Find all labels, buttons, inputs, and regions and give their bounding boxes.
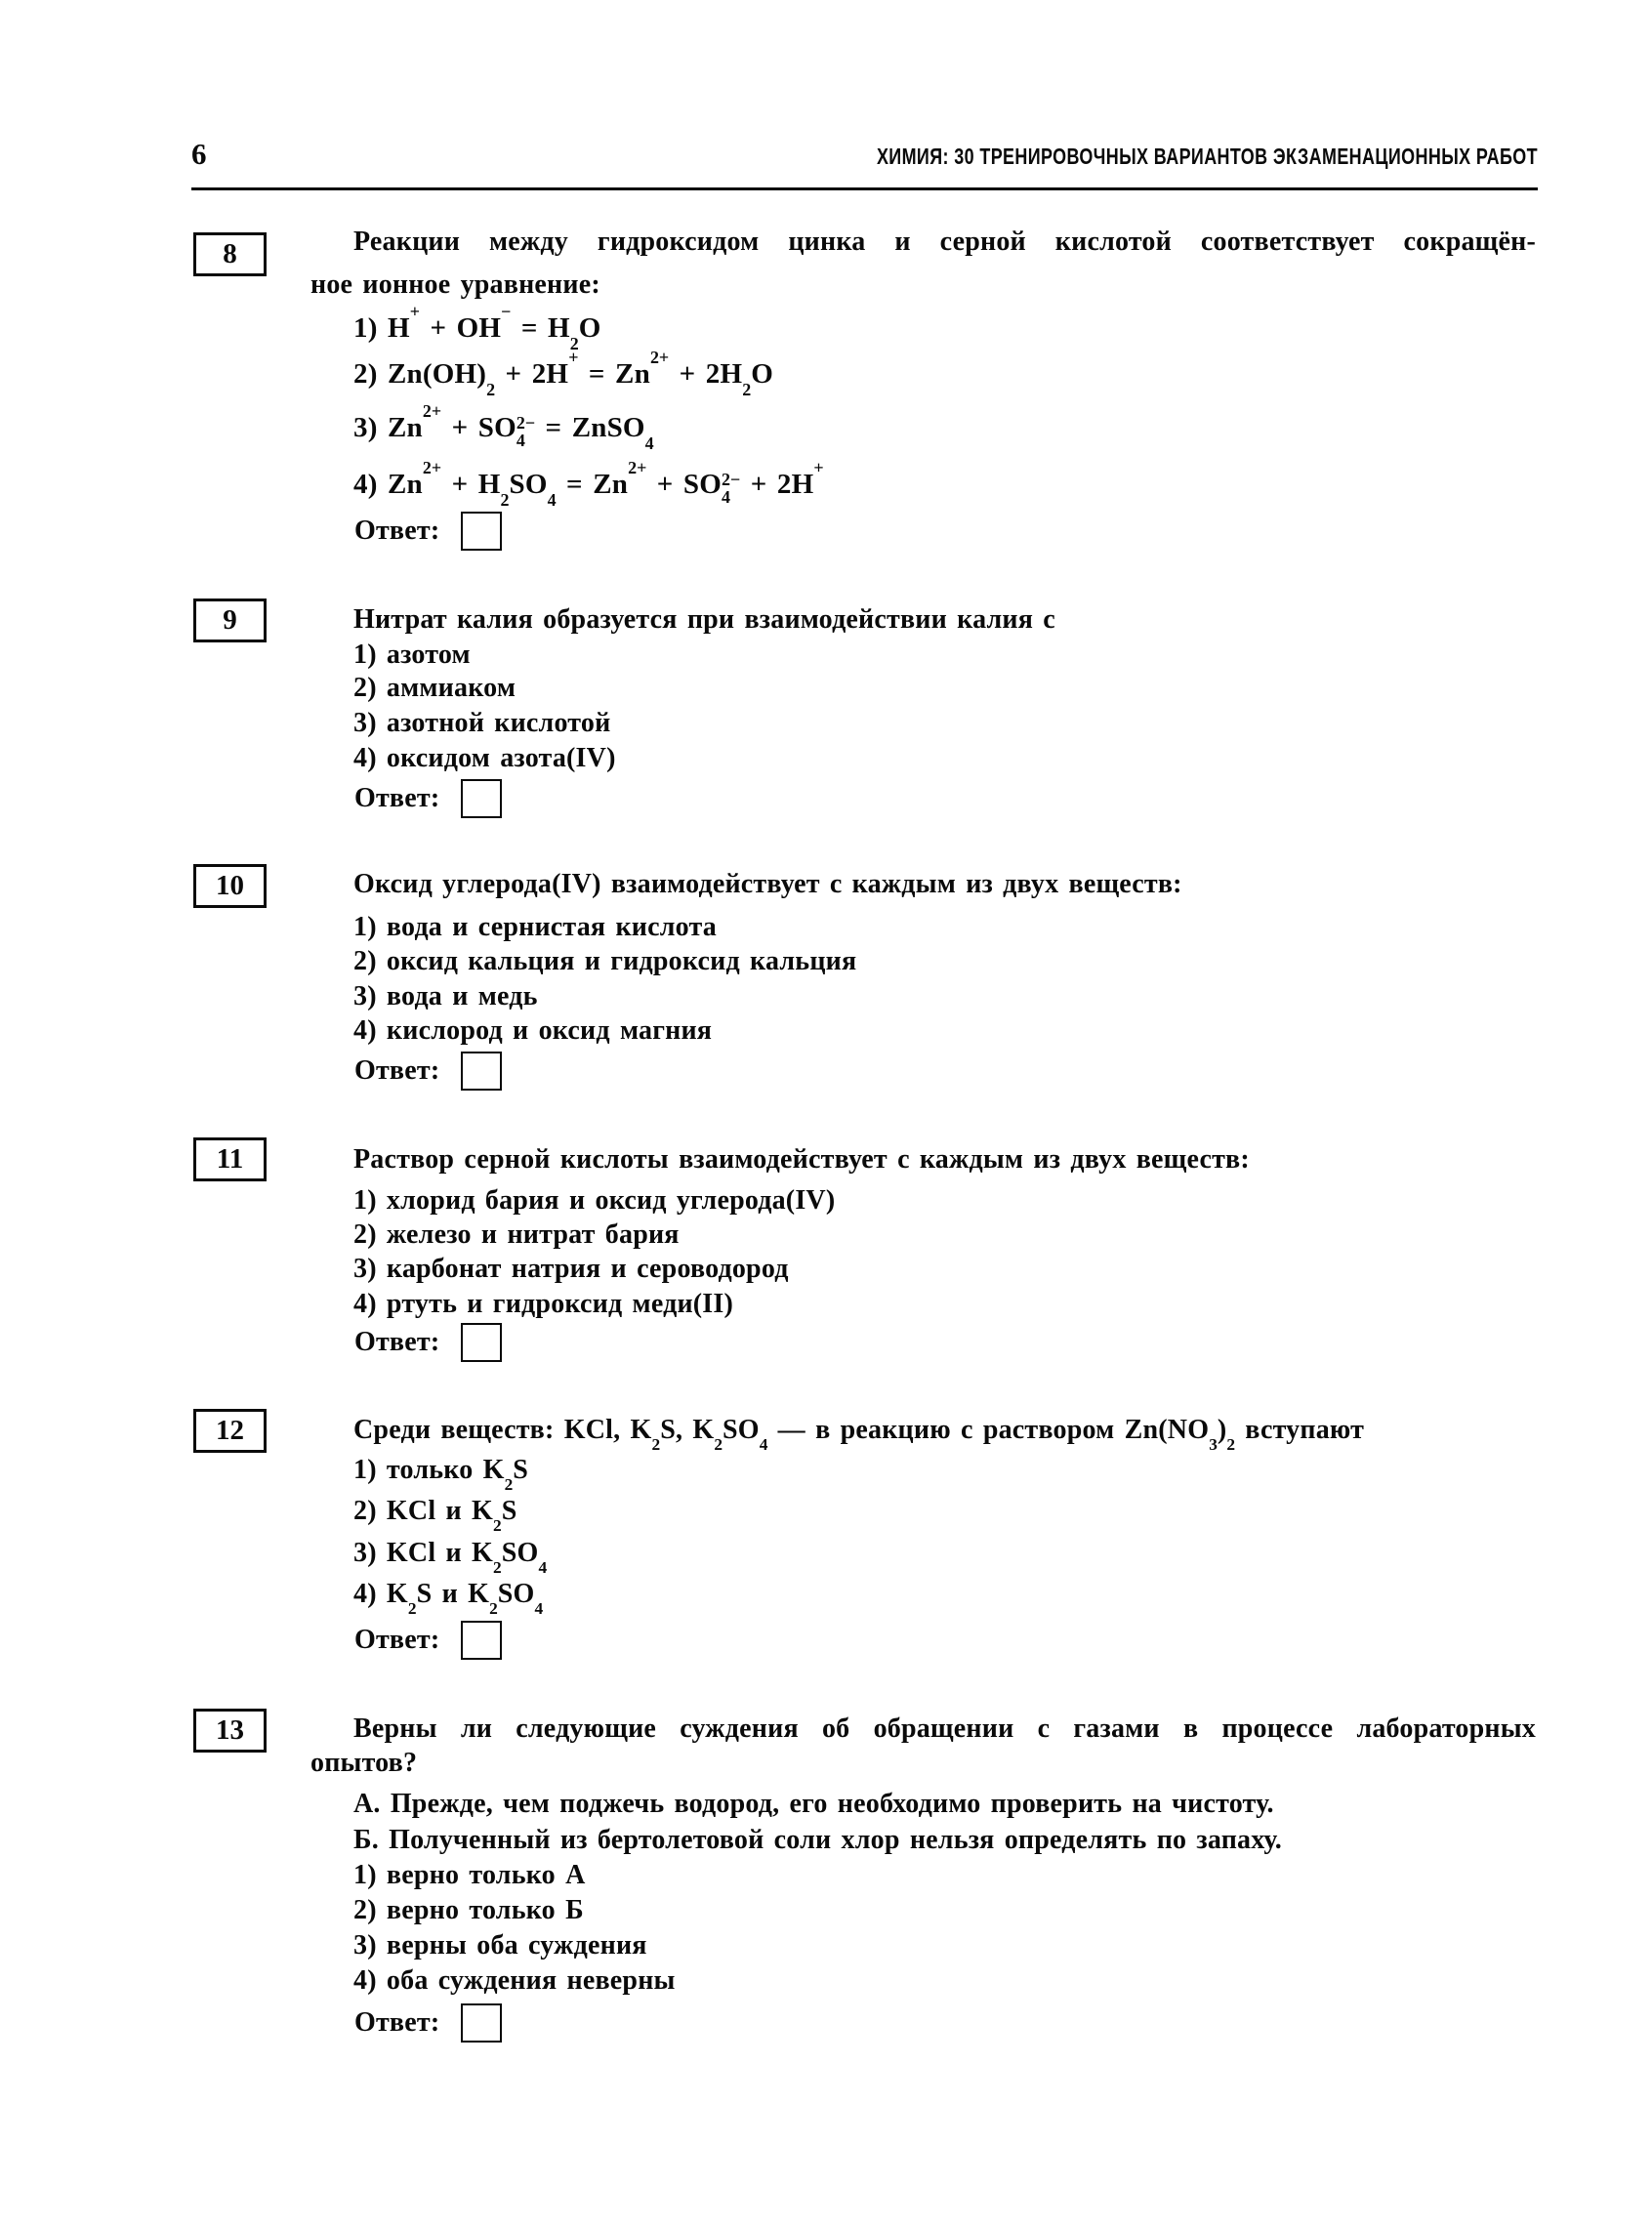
answer-row — [354, 1619, 502, 1662]
option: 1) вода и сернистая кислота — [353, 912, 717, 942]
question-number-box — [193, 1409, 267, 1453]
answer-row — [354, 2002, 502, 2044]
page-number: 6 — [191, 137, 207, 171]
question-number: 10 — [216, 870, 244, 901]
answer-row — [354, 777, 502, 820]
option: 3) вода и медь — [353, 981, 538, 1011]
answer-label: Ответ: — [354, 516, 440, 546]
option: 1) только $K_2S$ — [353, 1455, 529, 1495]
answer-label: Ответ: — [354, 1327, 440, 1357]
answer-box — [461, 2003, 502, 2043]
question-number: 8 — [223, 238, 237, 269]
question-title-line: ное ионное уравнение: — [310, 269, 600, 300]
answer-label: Ответ: — [354, 1055, 440, 1086]
question-title-line: Раствор серной кислоты взаимодействует с каждым из двух веществ: — [353, 1144, 1250, 1175]
option: 4) оксидом азота(IV) — [353, 743, 616, 773]
answer-box — [461, 1323, 502, 1362]
question-title-line: Верны ли следующие суждения об обращении с газами в процессе лабораторных — [353, 1713, 1536, 1744]
question-number-box — [193, 599, 267, 642]
answer-box — [461, 512, 502, 551]
option: 1) $H^+ + OH^- = H_2O$ — [353, 302, 601, 353]
question-number-box — [193, 232, 267, 276]
question-number: 12 — [216, 1415, 244, 1446]
answer-label: Ответ: — [354, 783, 440, 813]
question-number: 11 — [216, 1143, 244, 1175]
option: 1) азотом — [353, 640, 471, 670]
statement: А. Прежде, чем поджечь водород, его необходимо проверить на чистоту. — [353, 1789, 1274, 1819]
option: 2) верно только Б — [353, 1895, 584, 1925]
option: 1) хлорид бария и оксид углерода(IV) — [353, 1185, 836, 1216]
option: 2) аммиаком — [353, 673, 516, 703]
option: 4) $K_2S$ и $K_2SO_4$ — [353, 1579, 544, 1619]
answer-box — [461, 1052, 502, 1091]
question-number: 13 — [216, 1714, 244, 1746]
question-number-box — [193, 864, 267, 908]
question-number: 9 — [223, 604, 237, 636]
option: 4) ртуть и гидроксид меди(II) — [353, 1289, 734, 1319]
option: 1) верно только А — [353, 1860, 586, 1890]
option: 3) KCl и $K_2SO_4$ — [353, 1538, 548, 1578]
answer-label: Ответ: — [354, 1625, 440, 1655]
question-title-line: Реакции между гидроксидом цинка и серной кислотой соответствует сокращён- — [353, 227, 1536, 257]
option: 2) $Zn(OH)_2 + 2H^+ = Zn^{2+} + 2H_2O$ — [353, 348, 774, 399]
statement: Б. Полученный из бертолетовой соли хлор нельзя определять по запаху. — [353, 1825, 1282, 1855]
question-title-line: опытов? — [310, 1748, 418, 1778]
question-title-line: Нитрат калия образуется при взаимодействии калия с — [353, 604, 1055, 635]
option: 2) железо и нитрат бария — [353, 1219, 680, 1250]
question-title-line: Среди веществ: KCl, $K_2S$, $K_2SO_4$ — в реакцию с раствором $Zn(NO_3)_2$ вступают — [353, 1415, 1365, 1455]
option: 3) $Zn^{2+}$ + SO 2− 4 = ZnSO$_4$ — [353, 401, 654, 453]
option: 4) кислород и оксид магния — [353, 1015, 713, 1046]
header-rule — [191, 187, 1538, 190]
option: 3) верны оба суждения — [353, 1930, 647, 1961]
option: 2) KCl и $K_2S$ — [353, 1496, 517, 1536]
answer-row — [354, 1321, 502, 1364]
option: 4) $Zn^{2+} + H_2SO_4 = Zn^{2+}$ + SO 2− 4 + 2H+ — [353, 458, 824, 510]
answer-box — [461, 1621, 502, 1660]
option: 4) оба суждения неверны — [353, 1965, 676, 1996]
answer-label: Ответ: — [354, 2007, 440, 2038]
question-title-line: Оксид углерода(IV) взаимодействует с каждым из двух веществ: — [353, 869, 1182, 899]
question-number-box — [193, 1709, 267, 1753]
running-header-title: ХИМИЯ: 30 ТРЕНИРОВОЧНЫХ ВАРИАНТОВ ЭКЗАМЕНАЦИОННЫХ РАБОТ — [876, 144, 1538, 169]
answer-row — [354, 510, 502, 553]
option: 2) оксид кальция и гидроксид кальция — [353, 946, 857, 976]
option: 3) карбонат натрия и сероводород — [353, 1254, 789, 1284]
option: 3) азотной кислотой — [353, 708, 611, 738]
question-number-box — [193, 1137, 267, 1181]
answer-box — [461, 779, 502, 818]
answer-row — [354, 1050, 502, 1093]
